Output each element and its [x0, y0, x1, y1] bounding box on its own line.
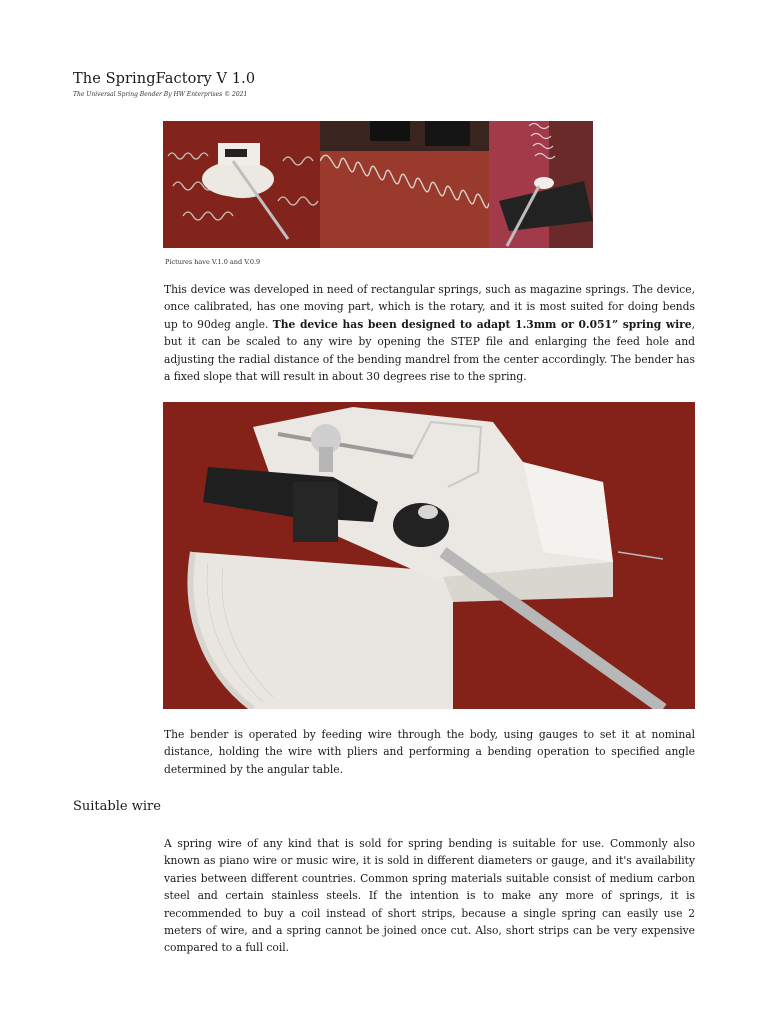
intro-text-end: , but it can be scaled to any wire by opening the STEP file and enlarging the feed hole and adjusting the radial distance of the bending mandrel from the center accordingly. The bender has a fixed slope that will result in about 30 degrees rise to the spring. [164, 317, 695, 384]
operation-paragraph: The bender is operated by feeding wire through the body, using gauges to set it at nominal distance, holding the wire with pliers and performing a bending operation to specified angle determined by the angular table. [164, 728, 695, 776]
photo-long-spring [320, 121, 489, 248]
section-heading-suitable-wire: Suitable wire [73, 799, 161, 814]
photo-bender-with-springs [163, 121, 320, 248]
document-subtitle: The Universal Spring Bender By HW Enterprises © 2021 [73, 91, 248, 98]
document-title: The SpringFactory V 1.0 [73, 71, 256, 87]
gallery-caption: Pictures have V.1.0 and V.0.9 [165, 258, 261, 266]
intro-text-start: This device was developed in need of rectangular springs, such as magazine springs. The device, once calibrated, has one moving part, which is the rotary, and it is most suited for doing bends up to 90deg angle. [164, 283, 695, 331]
photo-bender-vise [489, 121, 593, 248]
intro-bold-statement: The device has been designed to adapt 1.3mm or 0.051” spring wire [272, 317, 692, 331]
photo-spring-bender-closeup [163, 402, 695, 709]
photo-gallery [163, 121, 593, 248]
suitable-wire-paragraph: A spring wire of any kind that is sold for spring bending is suitable for use. Commonly also known as piano wire or music wire, it is sold in different diameters or gauge, and it's availability varies between different countries. Common spring materials suitable consist of medium carbon steel and certain stainless steels. If the intention is to make any more of springs, it is recommended to buy a coil instead of short strips, because a single spring can easily use 2 meters of wire, and a spring cannot be joined once cut. Also, short strips can be very expensive compared to a full coil. [164, 837, 695, 955]
intro-paragraph [164, 281, 695, 385]
